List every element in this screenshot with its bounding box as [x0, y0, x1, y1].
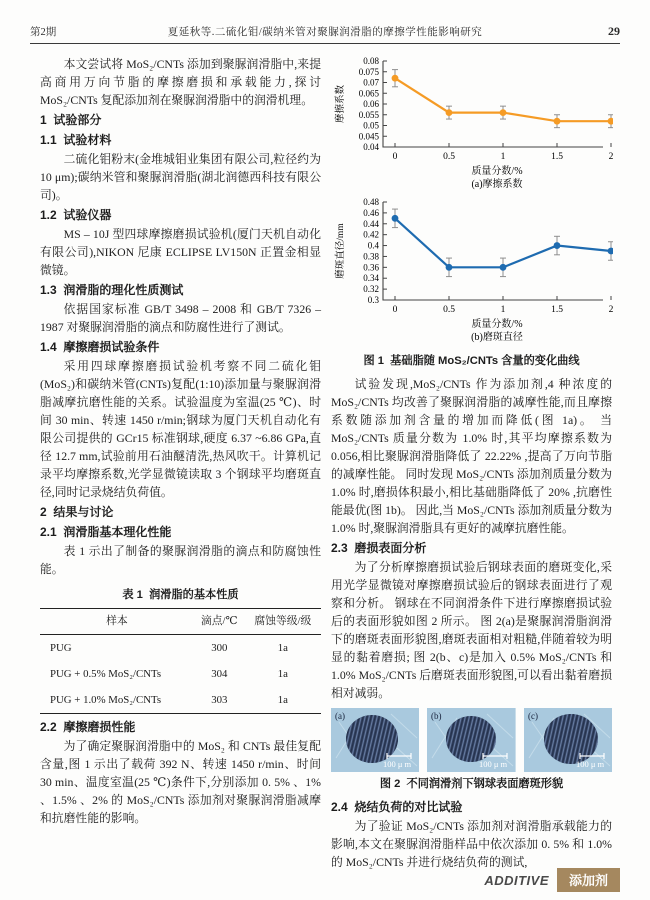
svg-text:0.04: 0.04 — [363, 142, 379, 152]
running-title: 夏延秋等.二硫化钼/碳纳米管对聚脲润滑脂的摩擦学性能影响研究 — [167, 27, 483, 38]
section-1-3-heading: 1.3 润滑脂的理化性质测试 — [40, 283, 184, 297]
svg-text:0.4: 0.4 — [367, 240, 379, 251]
section-1-1-paragraph: 二硫化钼粉末(金堆城钼业集团有限公司,粒径约为 10 μm);碳纳米管和聚脲润滑脂(湖北润德西科技有限公司)。 — [40, 152, 321, 202]
table-header-row — [40, 609, 321, 635]
svg-text:(c): (c) — [527, 711, 538, 721]
svg-text:质量分数/%: 质量分数/% — [471, 319, 523, 330]
svg-text:0.06: 0.06 — [363, 99, 379, 109]
cell-drop-point: 304 — [211, 667, 228, 680]
section-2-heading: 2 结果与讨论 — [40, 505, 114, 519]
section-1-3-paragraph: 依据国家标准 GB/T 3498 – 2008 和 GB/T 7326 – 1987 对聚脲润滑脂的滴点和防腐性进行了测试。 — [40, 302, 321, 334]
micrograph-b — [427, 708, 515, 772]
section-2-1-heading: 2.1 润滑脂基本理化性能 — [40, 525, 172, 539]
svg-text:0.42: 0.42 — [363, 229, 379, 240]
figure1 — [331, 55, 613, 349]
svg-text:(b)磨斑直径: (b)磨斑直径 — [471, 332, 523, 343]
svg-text:磨斑直径/mm: 磨斑直径/mm — [336, 223, 346, 279]
micrograph-c — [524, 708, 612, 772]
section-2-2-heading: 2.2 摩擦磨损性能 — [40, 720, 136, 734]
figure2-caption: 图 2 不同润滑剂下钢球表面磨斑形貌 — [379, 778, 564, 790]
section-2-4-heading: 2.4 烧结负荷的对比试验 — [331, 800, 463, 814]
friction-coefficient-chart — [331, 55, 613, 191]
cell-sample: PUG — [50, 641, 72, 654]
svg-text:0.08: 0.08 — [363, 56, 379, 66]
svg-text:0.5: 0.5 — [443, 152, 455, 162]
right-column — [331, 55, 612, 871]
cell-drop-point: 300 — [211, 641, 228, 654]
cell-corrosion: 1a — [277, 667, 288, 680]
col-header-corrosion: 腐蚀等级/级 — [245, 609, 321, 635]
figure2-micrographs — [331, 708, 612, 772]
page-number: 29 — [608, 24, 620, 38]
svg-text:0.07: 0.07 — [363, 77, 379, 88]
section-2-1-paragraph: 表 1 示出了制备的聚脲润滑脂的滴点和防腐蚀性能。 — [40, 544, 321, 576]
table1-caption: 表 1 润滑脂的基本性质 — [122, 589, 239, 601]
section-1-heading: 1 试验部分 — [40, 113, 102, 127]
section-2-3-paragraph: 为了分析摩擦磨损试验后钢球表面的磨斑变化,采用光学显微镜对摩擦磨损试验后的钢球表面进行了观察和分析。 钢球在不同润滑条件下进行摩擦磨损试验后的表面形貌如图 2 所示。 图 2(a)是聚脲润滑脂润滑下的磨斑表面形貌图,磨斑表面相对粗糙,伴随着较为明显的黏着磨损; 图 2(b、c)是加入 0.5% MoS₂/CNTs 和 1.0% MoS₂/CNTs 后磨斑表面形貌图,可以看出黏着磨损相对减弱。 — [331, 560, 612, 700]
svg-text:0.36: 0.36 — [363, 262, 379, 273]
intro-paragraph: 本文尝试将 MoS₂/CNTs 添加到聚脲润滑脂中,来提高商用万向节脂的摩擦磨损和承载能力,探讨 MoS₂/CNTs 复配添加剂在聚脲润滑脂中的润滑机理。 — [40, 57, 321, 107]
table-row — [40, 661, 321, 687]
journal-footer — [484, 868, 620, 892]
left-column — [40, 55, 321, 871]
section-2-2-paragraph: 为了确定聚脲润滑脂中的 MoS₂ 和 CNTs 最佳复配含量,图 1 示出了载荷 392 N、转速 1450 r/min、时间 30 min、温度室温(25 ℃)条件下,分别添加 0. 5% 、1% 、1.5% 、2% 的 MoS₂/CNTs 添加剂对聚脲润滑脂减摩和抗磨性能的影响。 — [40, 739, 321, 825]
svg-text:100 μ m: 100 μ m — [575, 759, 604, 769]
svg-text:0.055: 0.055 — [358, 109, 379, 120]
svg-text:0.075: 0.075 — [358, 66, 379, 77]
table-row — [40, 687, 321, 714]
svg-text:(a)摩擦系数: (a)摩擦系数 — [471, 179, 523, 190]
svg-text:质量分数/%: 质量分数/% — [471, 166, 523, 177]
svg-text:1.5: 1.5 — [551, 152, 563, 162]
table1-grease-properties — [40, 608, 321, 714]
two-column-body — [40, 55, 612, 871]
svg-text:1.5: 1.5 — [551, 305, 563, 315]
svg-text:0.05: 0.05 — [363, 120, 379, 131]
section-1-2-paragraph: MS – 10J 型四球摩擦磨损试验机(厦门天机自动化有限公司),NIKON 尼康 ECLIPSE LV150N 正置金相显微镜。 — [40, 227, 321, 277]
svg-text:100 μ m: 100 μ m — [479, 759, 508, 769]
svg-text:0.44: 0.44 — [363, 218, 379, 229]
svg-text:(a): (a) — [335, 711, 345, 721]
wear-scar-diameter-chart — [331, 196, 613, 344]
micrograph-a — [331, 708, 419, 772]
svg-text:1: 1 — [500, 152, 506, 162]
svg-text:0.34: 0.34 — [363, 273, 379, 284]
cell-sample: PUG + 0.5% MoS₂/CNTs — [50, 667, 162, 680]
svg-text:0: 0 — [392, 305, 398, 315]
svg-text:0.32: 0.32 — [363, 284, 379, 295]
cell-drop-point: 303 — [211, 693, 228, 706]
col-header-drop-point: 滴点/℃ — [194, 609, 245, 635]
cell-corrosion: 1a — [277, 641, 288, 654]
svg-text:0.3: 0.3 — [367, 295, 379, 305]
svg-text:(b): (b) — [431, 711, 442, 721]
svg-text:0.46: 0.46 — [363, 207, 379, 218]
section-2-3-heading: 2.3 磨损表面分析 — [331, 541, 427, 555]
issue-number: 第2期 — [30, 27, 57, 38]
svg-text:0.5: 0.5 — [443, 305, 455, 315]
section-2-4-paragraph: 为了验证 MoS₂/CNTs 添加剂对润滑脂承载能力的影响,本文在聚脲润滑脂样品中依次添加 0. 5% 和 1.0% 的 MoS₂/CNTs 并进行烧结负荷的测试, — [331, 819, 612, 869]
svg-text:1: 1 — [500, 305, 506, 315]
section-1-4-paragraph: 采用四球摩擦磨损试验机考察不同二硫化钼(MoS₂)和碳纳米管(CNTs)复配(1:10)添加量与聚脲润滑脂减摩抗磨性能的关系。试验温度为室温(25 ℃)、时间 30 min、转速 1450 r/min;钢球为厦门天机自动化有限公司提供的 GCr15 标准钢球,硬度 6.37 ~6.86 GPa,直径 12.7 mm,试验前用石油醚清洗,热风吹干。计算机记录平均摩擦系数,光学显微镜读取 3 个钢球平均磨斑直径,同时记录烧结负荷值。 — [40, 359, 321, 499]
svg-text:0.065: 0.065 — [358, 88, 379, 99]
header-rule — [30, 43, 620, 44]
footer-badge: 添加剂 — [557, 868, 620, 892]
table-row — [40, 635, 321, 662]
svg-text:2: 2 — [608, 305, 613, 315]
col-header-sample: 样本 — [40, 609, 194, 635]
svg-text:摩擦系数: 摩擦系数 — [336, 84, 346, 124]
figure1-discussion-paragraph: 试验发现,MoS₂/CNTs 作为添加剂,4 种浓度的 MoS₂/CNTs 均改善了聚脲润滑脂的减摩性能,而且摩擦系数随添加剂含量的增加而降低(图 1a)。 当 MoS₂/CNTs 质量分数为 1.0% 时,其平均摩擦系数为 0.056,相比聚脲润滑脂降低了 22.22% ,提高了万向节脂的减摩性能。 同时发现 MoS₂/CNTs 添加剂质量分数为 1.0% 时,磨损体积最小,相比基础脂降低了 20% ,抗磨性能最优(图 1b)。 因此,当 MoS₂/CNTs 添加剂质量分数为 1.0% 时,聚脲润滑脂具有更好的减摩抗磨性能。 — [331, 377, 612, 535]
svg-text:0.48: 0.48 — [363, 197, 379, 207]
cell-corrosion: 1a — [277, 693, 288, 706]
section-1-4-heading: 1.4 摩擦磨损试验条件 — [40, 340, 160, 354]
svg-text:100 μ m: 100 μ m — [383, 759, 412, 769]
footer-brand: ADDITIVE — [484, 872, 549, 888]
section-1-2-heading: 1.2 试验仪器 — [40, 208, 112, 222]
svg-text:0.045: 0.045 — [358, 131, 379, 142]
svg-text:2: 2 — [608, 152, 613, 162]
svg-text:0.38: 0.38 — [363, 251, 379, 262]
section-1-1-heading: 1.1 试验材料 — [40, 133, 112, 147]
cell-sample: PUG + 1.0% MoS₂/CNTs — [50, 693, 162, 706]
svg-text:0: 0 — [392, 152, 398, 162]
figure1-caption: 图 1 基础脂随 MoS₂/CNTs 含量的变化曲线 — [363, 355, 580, 367]
page-header — [30, 24, 620, 40]
